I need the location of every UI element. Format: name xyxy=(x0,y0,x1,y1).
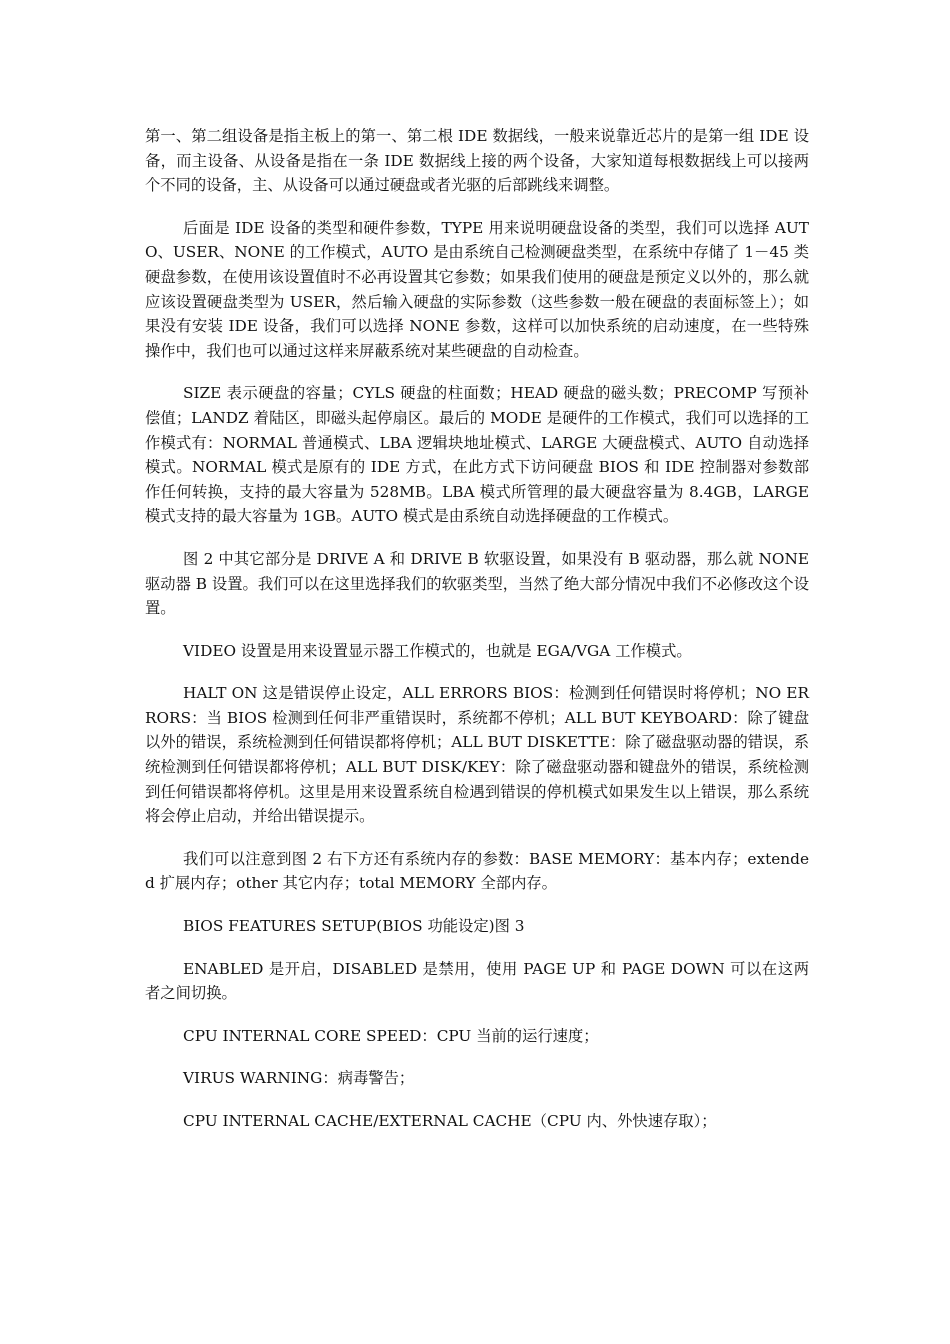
document-page xyxy=(145,124,809,1152)
paragraph-enabled-disabled: ENABLED 是开启，DISABLED 是禁用，使用 PAGE UP 和 PAGE DOWN 可以在这两者之间切换。 xyxy=(145,959,809,1003)
paragraph-halt-on: HALT ON 这是错误停止设定，ALL ERRORS BIOS：检测到任何错误时将停机；NO ERRORS：当 BIOS 检测到任何非严重错误时，系统都不停机；ALL BUT KEYBOARD：除了键盘以外的错误，系统检测到任何错误都将停机；ALL BUT DISKETTE：除了磁盘驱动器的错误，系统检测到任何错误都将停机；ALL BUT DISK/KEY：除了磁盘驱动器和键盘外的错误，系统检测到任何错误都将停机。这里是用来设置系统自检遇到错误的停机模式如果发生以上错误，那么系统将会停止启动，并给出错误提示。 xyxy=(145,684,809,826)
paragraph-ide-channels: 第一、第二组设备是指主板上的第一、第二根 IDE 数据线，一般来说靠近芯片的是第一组 IDE 设备，而主设备、从设备是指在一条 IDE 数据线上接的两个设备，大家知道每根数据线上可以接两个不同的设备，主、从设备可以通过硬盘或者光驱的后部跳线来调整。 xyxy=(145,127,809,195)
paragraph-video: VIDEO 设置是用来设置显示器工作模式的，也就是 EGA/VGA 工作模式。 xyxy=(183,641,692,660)
paragraph-ide-type: 后面是 IDE 设备的类型和硬件参数，TYPE 用来说明硬盘设备的类型，我们可以选择 AUTO、USER、NONE 的工作模式，AUTO 是由系统自己检测硬盘类型，在系统中存储了 1－45 类硬盘参数，在使用该设置值时不必再设置其它参数；如果我们使用的硬盘是预定义以外的，那么就应该设置硬盘类型为 USER，然后输入硬盘的实际参数（这些参数一般在硬盘的表面标签上）；如果没有安装 IDE 设备，我们可以选择 NONE 参数，这样可以加快系统的启动速度，在一些特殊操作中，我们也可以通过这样来屏蔽系统对某些硬盘的自动检查。 xyxy=(145,218,809,360)
paragraph-cpu-core-speed: CPU INTERNAL CORE SPEED：CPU 当前的运行速度； xyxy=(183,1026,599,1045)
paragraph-bios-features-heading: BIOS FEATURES SETUP(BIOS 功能设定)图 3 xyxy=(183,917,525,936)
paragraph-floppy-drives: 图 2 中其它部分是 DRIVE A 和 DRIVE B 软驱设置，如果没有 B 驱动器，那么就 NONE 驱动器 B 设置。我们可以在这里选择我们的软驱类型，当然了绝大部分情况中我们不必修改这个设置。 xyxy=(145,549,809,618)
paragraph-size-mode: SIZE 表示硬盘的容量；CYLS 硬盘的柱面数；HEAD 硬盘的磁头数；PRECOMP 写预补偿值；LANDZ 着陆区，即磁头起停扇区。最后的 MODE 是硬件的工作模式，我们可以选择的工作模式有：NORMAL 普通模式、LBA 逻辑块地址模式、LARGE 大硬盘模式、AUTO 自动选择模式。NORMAL 模式是原有的 IDE 方式，在此方式下访问硬盘 BIOS 和 IDE 控制器对参数部作任何转换，支持的最大容量为 528MB。LBA 模式所管理的最大硬盘容量为 8.4GB，LARGE 模式支持的最大容量为 1GB。AUTO 模式是由系统自动选择硬盘的工作模式。 xyxy=(145,384,809,526)
paragraph-virus-warning: VIRUS WARNING：病毒警告； xyxy=(183,1069,415,1088)
paragraph-memory: 我们可以注意到图 2 右下方还有系统内存的参数：BASE MEMORY：基本内存；extended 扩展内存；other 其它内存；total MEMORY 全部内存。 xyxy=(145,849,809,893)
paragraph-cpu-cache: CPU INTERNAL CACHE/EXTERNAL CACHE（CPU 内、外快速存取）； xyxy=(183,1112,717,1130)
